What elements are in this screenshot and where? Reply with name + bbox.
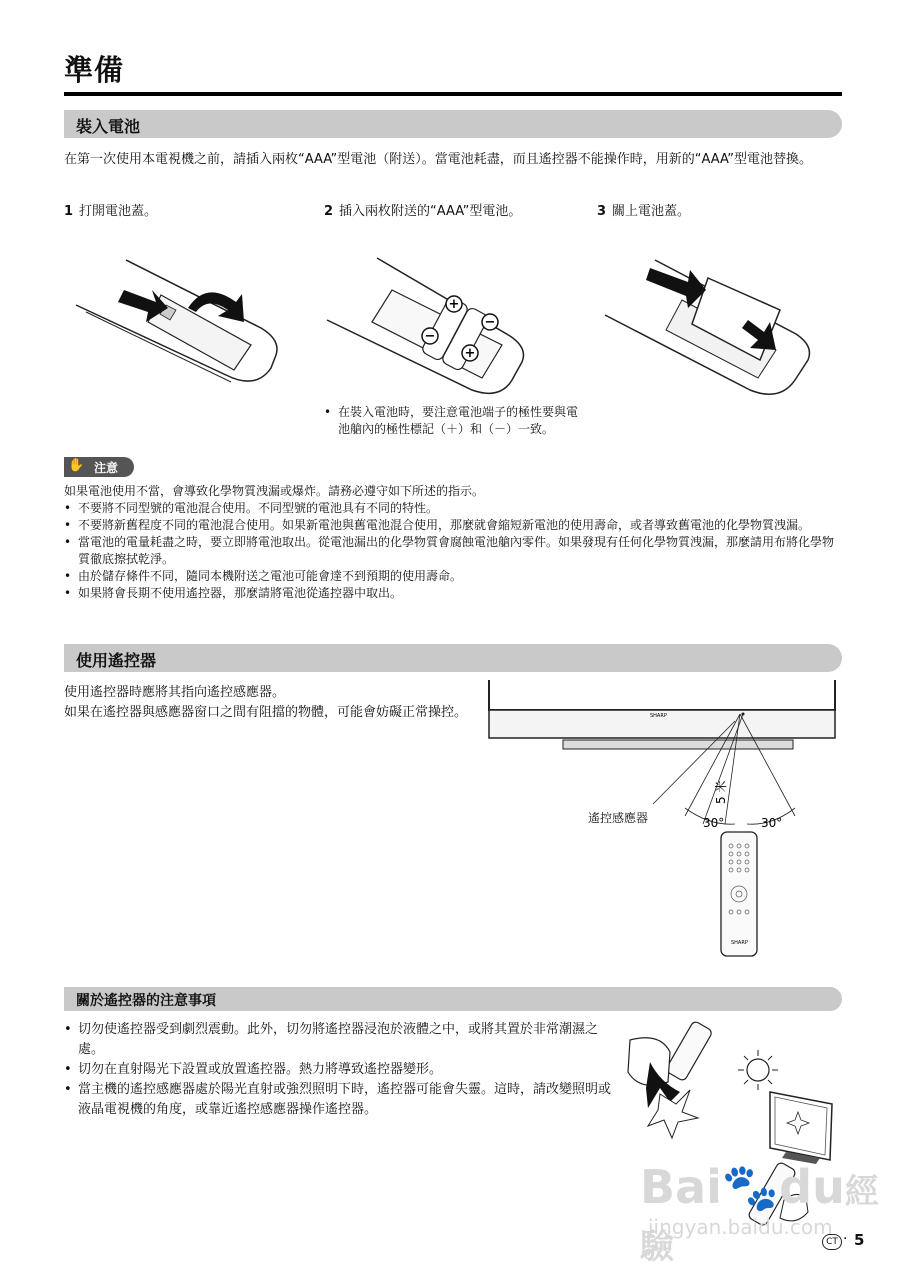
list-item: • 當電池的電量耗盡之時，要立即將電池取出。從電池漏出的化學物質會腐蝕電池艙內零件。如果發現有任何化學物質洩漏，那麼請用布將化學物質徹底擦拭乾淨。: [64, 534, 844, 568]
section-header-remote-use: [64, 644, 842, 672]
svg-text:−: −: [484, 315, 496, 330]
insert-batteries-illustration: [322, 250, 532, 400]
step-text: 打開電池蓋。: [79, 204, 158, 219]
sensor-label: 遙控感應器: [588, 811, 649, 825]
list-item: • 由於儲存條件不同，隨同本機附送之電池可能會達不到預期的使用壽命。: [64, 568, 844, 585]
list-item: • 如果將會長期不使用遙控器，那麼請將電池從遙控器中取出。: [64, 585, 844, 602]
distance-label: 5 米: [714, 780, 728, 804]
step-text: 插入兩枚附送的“AAA”型電池。: [339, 204, 522, 219]
caution-hand-icon: ✋: [68, 458, 85, 473]
remote-use-line1: 使用遙控器時應將其指向遙控感應器。: [64, 685, 286, 700]
sun-icon: [738, 1050, 778, 1090]
remote-control-icon: [721, 832, 757, 956]
tv-brand-label: SHARP: [650, 713, 667, 719]
svg-text:+: +: [448, 297, 460, 312]
angle-right-label: 30°: [761, 816, 783, 830]
list-item: • 不要將不同型號的電池混合使用。不同型號的電池具有不同的特性。: [64, 500, 844, 517]
caution-intro: 如果電池使用不當，會導致化學物質洩漏或爆炸。請務必遵守如下所述的指示。: [64, 484, 485, 498]
step-number: 1: [64, 204, 74, 219]
precautions-list: [64, 1020, 616, 1120]
remote-use-text: [64, 683, 469, 723]
list-item: • 不要將新舊程度不同的電池混合使用。如果新電池與舊電池混合使用，那麼就會縮短新電池的使用壽命，或者導致舊電池的化學物質洩漏。: [64, 517, 844, 534]
polarity-note: • 在裝入電池時，要注意電池端子的極性要與電池艙內的極性標記（＋）和（－）一致。: [324, 404, 586, 438]
remote-brand-label: SHARP: [731, 940, 748, 946]
tv-glare-icon: [770, 1092, 832, 1164]
step-2: [324, 202, 521, 222]
section-title: 裝入電池: [76, 117, 141, 136]
step-number: 3: [597, 204, 607, 219]
paw-icon: 🐾: [721, 1160, 780, 1214]
section-header-remote-precautions: [64, 987, 842, 1011]
open-cover-illustration: [66, 250, 286, 400]
list-item: • 切勿在直射陽光下設置或放置遙控器。熱力將導致遙控器變形。: [64, 1060, 616, 1080]
step-3: [597, 202, 690, 222]
section-header-battery: [64, 110, 842, 138]
close-cover-illustration: [600, 250, 820, 400]
svg-text:−: −: [424, 329, 436, 344]
language-badge: CT: [822, 1234, 842, 1250]
remote-use-line2: 如果在遙控器與感應器窗口之間有阻擋的物體，可能會妨礙正常操控。: [64, 705, 468, 720]
step-text: 關上電池蓋。: [612, 204, 691, 219]
liquid-spill-icon: [628, 1020, 713, 1138]
watermark-url: jingyan.baidu.com: [648, 1215, 833, 1239]
precautions-text: [64, 1020, 616, 1120]
list-item: • 切勿使遙控器受到劇烈震動。此外，切勿將遙控器浸泡於液體之中，或將其置於非常潮濕之處。: [64, 1020, 616, 1060]
page-number-separator: ·: [843, 1231, 848, 1247]
angle-left-label: 30°: [703, 816, 725, 830]
page-title: 準備: [64, 53, 125, 87]
title-rule: [64, 92, 842, 96]
step-1: [64, 202, 157, 222]
caution-text: [64, 483, 844, 602]
remote-range-diagram: [485, 676, 845, 966]
step-number: 2: [324, 204, 334, 219]
battery-intro: 在第一次使用本電視機之前，請插入兩枚“AAA”型電池（附送）。當電池耗盡，而且遙控器不能操作時，用新的“AAA”型電池替換。: [64, 152, 813, 167]
section-title: 使用遙控器: [76, 651, 157, 670]
caution-badge: ✋ 注意: [64, 457, 134, 477]
list-item: • 當主機的遙控感應器處於陽光直射或強烈照明下時，遙控器可能會失靈。這時，請改變照明或液晶電視機的角度，或靠近遙控感應器操作遙控器。: [64, 1080, 616, 1120]
caution-list: [64, 500, 844, 602]
section-title: 關於遙控器的注意事項: [76, 993, 216, 1009]
svg-text:+: +: [464, 346, 476, 361]
page-number: 5: [854, 1231, 865, 1249]
watermark-logo: Bai🐾du經驗: [640, 1160, 879, 1267]
